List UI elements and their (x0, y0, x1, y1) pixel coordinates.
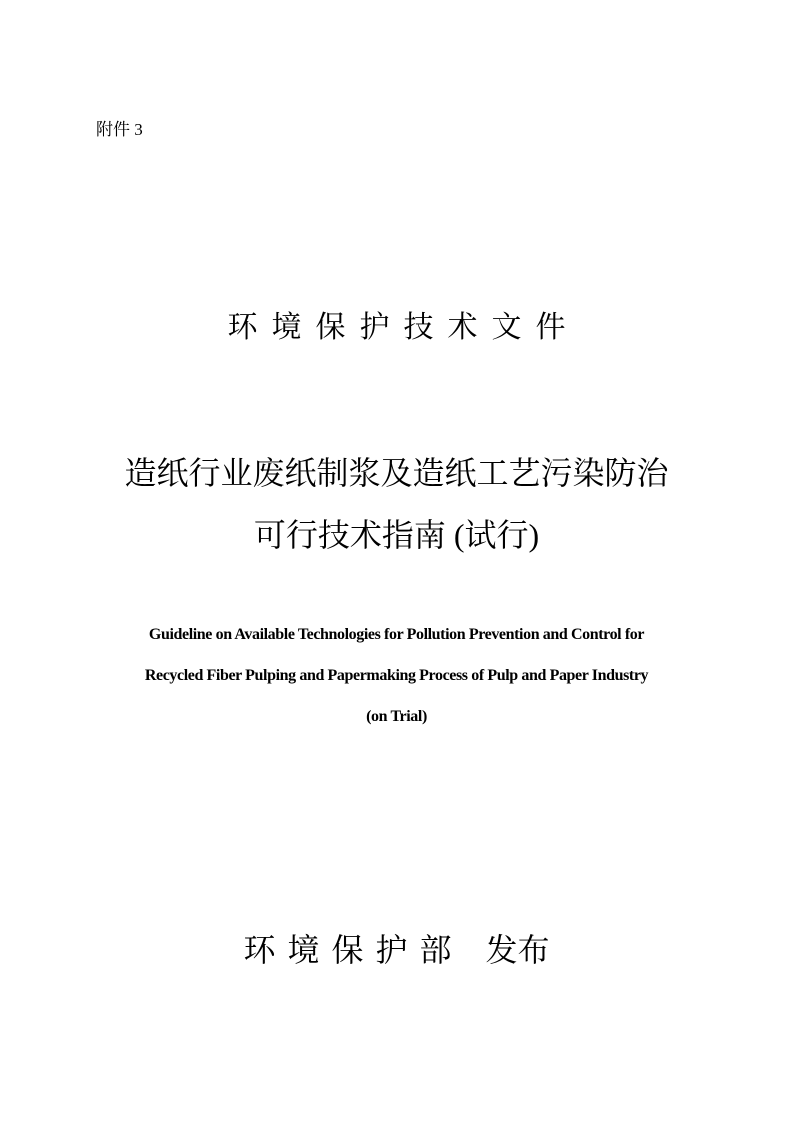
issuer-action: 发布 (485, 932, 550, 968)
chinese-title-line-2: 可行技术指南 (试行) (253, 517, 540, 553)
english-title-line-1: Guideline on Available Technologies for Pollution Prevention and Control for (148, 626, 645, 643)
english-title-line-2: Recycled Fiber Pulping and Papermaking Process of Pulp and Paper Industry (144, 667, 649, 684)
english-title-line-3: (on Trial) (366, 708, 427, 725)
document-type-heading: 环境保护技术文件 (227, 311, 580, 344)
issuer-line (0, 925, 793, 971)
issuer-organization: 环境保护部 (243, 932, 464, 968)
attachment-label: 附件 3 (96, 120, 143, 139)
chinese-title-line-1: 造纸行业废纸制浆及造纸工艺污染防治 (124, 455, 669, 491)
